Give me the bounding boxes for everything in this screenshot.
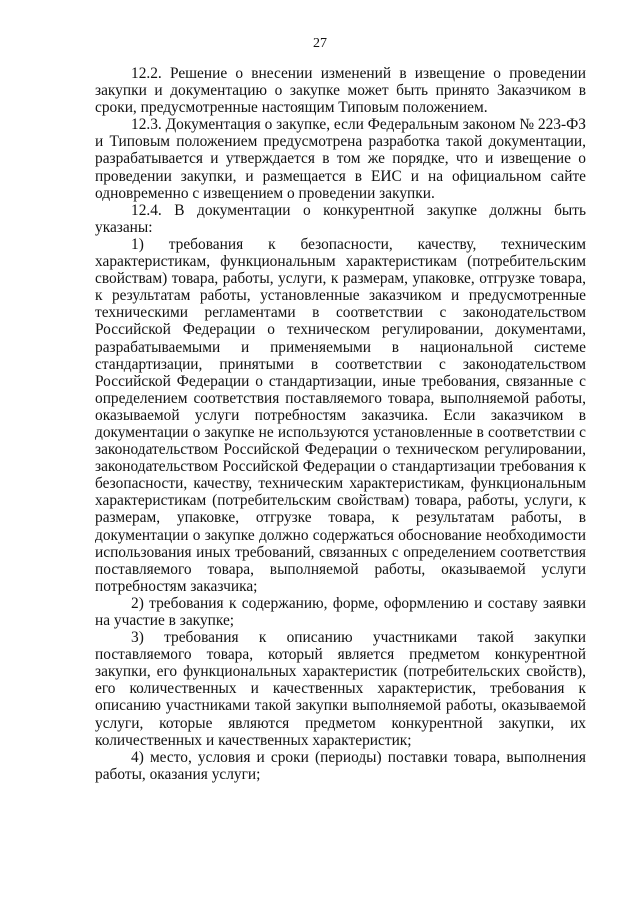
paragraph-12-2: 12.2. Решение о внесении изменений в извещение о проведении закупки и документацию о закупке может быть принято Заказчиком в сроки, предусмотренные настоящим Типовым положением.	[95, 65, 586, 117]
page-number: 27	[313, 36, 327, 51]
list-item-1: 1) требования к безопасности, качеству, техническим характеристикам, функциональным характеристикам (потребительским свойствам) товара, работы, услуги, к размерам, упаковке, отгрузке товара, к результатам работы, установленные заказчиком и предусмотренные техническими регламентами в соответствии с законодательством Российской Федерации о техническом регулировании, документами, разрабатываемыми и применяемыми в национальной системе стандартизации, принятыми в соответствии с законодательством Российской Федерации о стандартизации, иные требования, связанные с определением соответствия поставляемого товара, выполняемой работы, оказываемой услуги потребностям заказчика. Если заказчиком в документации о закупке не используются установленные в соответствии с законодательством Российской Федерации о техническом регулировании, законодательством Российской Федерации о стандартизации требования к безопасности, качеству, техническим характеристикам, функциональным характеристикам (потребительским свойствам) товара, работы, услуги, к размерам, упаковке, отгрузке товара, к результатам работы, в документации о закупке должно содержаться обоснование необходимости использования иных требований, связанных с определением соответствия поставляемого товара, выполняемой работы, оказываемой услуги потребностям заказчика;	[95, 235, 586, 595]
document-body	[95, 65, 586, 783]
list-item-3: 3) требования к описанию участниками такой закупки поставляемого товара, который является предметом конкурентной закупки, его функциональных характеристик (потребительских свойств), его количественных и качественных характеристик, требования к описанию участниками такой закупки выполняемой работы, оказываемой услуги, которые являются предметом конкурентной закупки, их количественных и качественных характеристик;	[95, 629, 586, 749]
list-item-2: 2) требования к содержанию, форме, оформлению и составу заявки на участие в закупке;	[95, 594, 586, 629]
paragraph-12-4: 12.4. В документации о конкурентной закупке должны быть указаны:	[95, 201, 586, 236]
list-item-4: 4) место, условия и сроки (периоды) поставки товара, выполнения работы, оказания услуги;	[95, 748, 586, 783]
paragraph-12-3: 12.3. Документация о закупке, если Федеральным законом № 223-ФЗ и Типовым положением предусмотрена разработка такой документации, разрабатывается и утверждается в том же порядке, что и извещение о проведении закупки, и размещается в ЕИС и на официальном сайте одновременно с извещением о проведении закупки.	[95, 116, 586, 202]
